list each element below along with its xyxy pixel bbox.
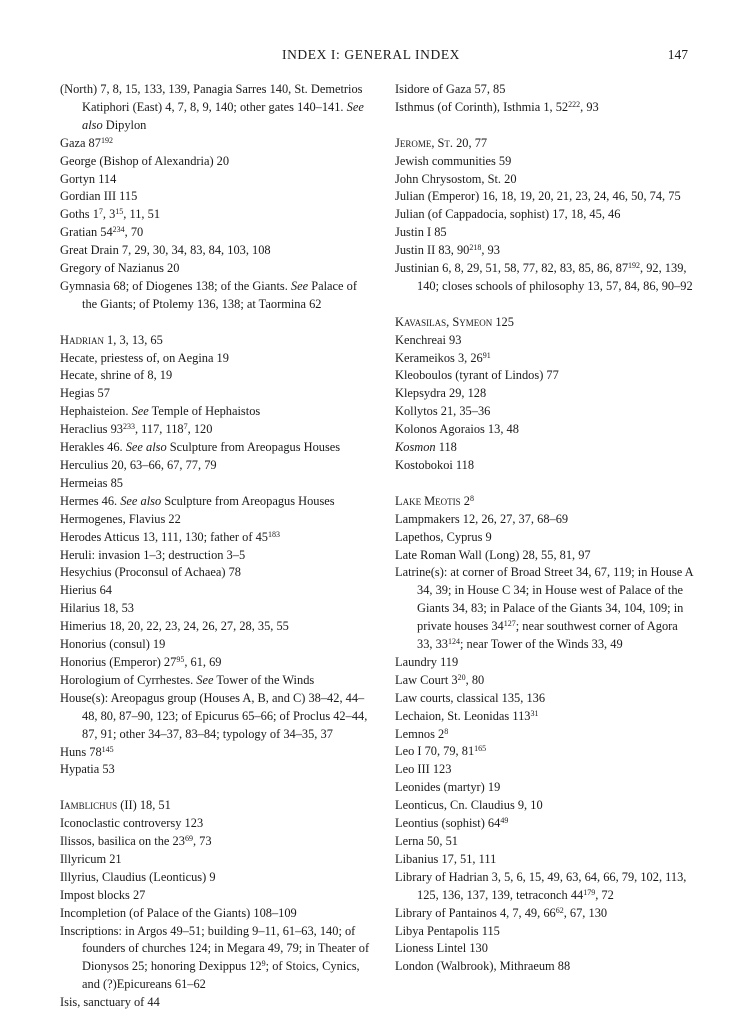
index-entry: Honorius (consul) 19 — [60, 637, 166, 652]
index-entry: Kostobokoi 118 — [395, 458, 475, 472]
index-entry: Kavasilas, Symeon 125 — [395, 314, 514, 329]
index-entry: Leonticus, Cn. Claudius 9, 10 — [395, 798, 543, 813]
index-entry: Jerome, St. 20, 77 — [395, 135, 488, 150]
index-entry: Hypatia 53 — [60, 762, 115, 777]
index-entry: Justin II 83, $90^{218}$, 93 — [395, 243, 500, 258]
index-entry: Lampmakers 12, 26, 27, 37, 68–69 — [395, 511, 569, 526]
index-entry: Latrine(s): at corner of Broad Street 34, 67, 119; in House A 34, 39; in House C 34; in House west of Palace of the Giants 34, 83; in Palace of the Giants 34, 104, 109; in private houses $34^{127}$; near southwest corner of Agora 33, $33^{124}$; near Tower of the Winds 33, 49 — [395, 565, 693, 652]
index-entry: Horologium of Cyrrhestes. See Tower of the Winds — [60, 672, 315, 687]
index-entry: Klepsydra 29, 128 — [395, 386, 487, 401]
index-entry: Justinian 6, 8, 29, 51, 58, 77, 82, 83, 85, 86, $87^{192}$, 92, 139, 140; closes schools of philosophy 13, 57, 84, 86, 90–92 — [395, 261, 693, 293]
index-entry: Hephaisteion. See Temple of Hephaistos — [60, 404, 261, 419]
index-entry: Kenchreai 93 — [395, 332, 462, 347]
index-entry: Lerna 50, 51 — [395, 834, 458, 849]
index-entry: Julian (Emperor) 16, 18, 19, 20, 21, 23, 24, 46, 50, 74, 75 — [395, 189, 681, 204]
section-gap — [60, 314, 370, 332]
index-entry: Lapethos, Cyprus 9 — [395, 529, 492, 544]
index-entry: Law courts, classical 135, 136 — [395, 690, 546, 705]
index-entry: Gortyn 114 — [60, 171, 117, 186]
section-gap — [60, 779, 370, 797]
index-entry: Illyricum 21 — [60, 851, 122, 866]
index-entry: Kollytos 21, 35–36 — [395, 404, 491, 419]
index-entry: Justin I 85 — [395, 225, 447, 240]
index-entry: Herculius 20, 63–66, 67, 77, 79 — [60, 458, 217, 473]
index-entry: Library of Pantainos 4, 7, 49, $66^{62}$, 67, 130 — [395, 905, 608, 920]
index-entry: Heraclius $93^{233}$, 117, $118^7$, 120 — [60, 422, 213, 437]
index-entry: Gordian III 115 — [60, 189, 138, 204]
index-entry: Leo III 123 — [395, 762, 452, 777]
index-entry: Herodes Atticus 13, 111, 130; father of $45^{183}$ — [60, 529, 280, 544]
index-entry: Honorius (Emperor) $27^{95}$, 61, 69 — [60, 654, 222, 669]
index-entry: Impost blocks 27 — [60, 887, 146, 902]
index-entry: Lechaion, St. Leonidas $113^{31}$ — [395, 708, 539, 723]
index-entry: Hesychius (Proconsul of Achaea) 78 — [60, 565, 241, 580]
index-entry: Illyrius, Claudius (Leonticus) 9 — [60, 869, 216, 884]
index-entry: George (Bishop of Alexandria) 20 — [60, 153, 230, 168]
index-entry: Ilissos, basilica on the $23^{69}$, 73 — [60, 834, 212, 849]
right-column — [395, 81, 695, 976]
index-entry: Leontius (sophist) $64^{49}$ — [395, 816, 509, 831]
page-number: 147 — [667, 47, 688, 62]
index-entry: Kolonos Agoraios 13, 48 — [395, 422, 519, 437]
index-entry: Kerameikos 3, $26^{91}$ — [395, 350, 491, 365]
index-entry: Hadrian 1, 3, 13, 65 — [60, 332, 163, 347]
running-head: INDEX I: GENERAL INDEX — [281, 47, 461, 62]
index-entry: Kosmon 118 — [395, 440, 457, 455]
index-entry: Gratian $54^{234}$, 70 — [60, 225, 144, 240]
index-entry: Kleoboulos (tyrant of Lindos) 77 — [395, 368, 559, 383]
index-entry: London (Walbrook), Mithraeum 88 — [395, 959, 571, 974]
index-entry: Iamblichus (II) 18, 51 — [60, 798, 171, 813]
index-entry: Hecate, priestess of, on Aegina 19 — [60, 350, 229, 365]
index-entry: Hermeias 85 — [60, 475, 123, 490]
index-entry: Leonides (martyr) 19 — [395, 780, 501, 795]
index-entry: Herakles 46. See also Sculpture from Areopagus Houses — [60, 440, 341, 455]
index-entry: Iconoclastic controversy 123 — [60, 816, 204, 831]
index-entry: Himerius 18, 20, 22, 23, 24, 26, 27, 28, 35, 55 — [60, 619, 289, 634]
index-entry: Hermes 46. See also Sculpture from Areopagus Houses — [60, 493, 335, 508]
section-gap — [395, 475, 695, 493]
index-entry: Goths $1^7$, $3^{15}$, 11, 51 — [60, 207, 161, 222]
index-entry: Isidore of Gaza 57, 85 — [395, 82, 506, 96]
index-entry: Laundry 119 — [395, 654, 459, 669]
index-entry: Late Roman Wall (Long) 28, 55, 81, 97 — [395, 547, 591, 562]
index-entry: Isis, sanctuary of 44 — [60, 995, 160, 1010]
index-entry: Gregory of Nazianus 20 — [60, 261, 180, 276]
index-entry: Heruli: invasion 1–3; destruction 3–5 — [60, 547, 246, 562]
index-entry: Lioness Lintel 130 — [395, 941, 488, 956]
index-entry: Hecate, shrine of 8, 19 — [60, 368, 173, 383]
section-gap — [395, 117, 695, 135]
left-column — [60, 81, 370, 1012]
index-entry: Gaza $87^{192}$ — [60, 135, 113, 150]
index-entry: Libya Pentapolis 115 — [395, 923, 500, 938]
index-entry: Law Court $3^{20}$, 80 — [395, 672, 485, 687]
index-entry: Leo I 70, 79, $81^{165}$ — [395, 744, 487, 759]
index-entry: Julian (of Cappadocia, sophist) 17, 18, 45, 46 — [395, 207, 621, 222]
index-entry: Hilarius 18, 53 — [60, 601, 134, 616]
index-entry: Isthmus (of Corinth), Isthmia 1, $52^{222}$, 93 — [395, 99, 599, 114]
index-entry: Jewish communities 59 — [395, 153, 512, 168]
index-entry: Lake Meotis $2^8$ — [395, 493, 474, 508]
index-entry: Hegias 57 — [60, 386, 110, 401]
index-entry: Hierius 64 — [60, 583, 112, 598]
index-entry: Inscriptions: in Argos 49–51; building 9–11, 61–63, 140; of founders of churches 124; in Megara 49, 79; in Theater of Dionysos 25; honoring Dexippus $12^9$; of Stoics, Cynics, and (?)Epicureans 61–62 — [60, 923, 370, 992]
index-entry: House(s): Areopagus group (Houses A, B, and C) 38–42, 44–48, 80, 87–90, 123; of Epicurus 65–66; of Proclus 42–44, 87, 91; other 34–37, 83–84; typology of 34–35, 37 — [60, 690, 368, 741]
index-entry: Library of Hadrian 3, 5, 6, 15, 49, 63, 64, 66, 79, 102, 113, 125, 136, 137, 139, tetraconch $44^{179}$, 72 — [395, 869, 687, 902]
index-entry: (North) 7, 8, 15, 133, 139, Panagia Sarres 140, St. Demetrios Katiphori (East) 4, 7, 8, 9, 140; other gates 140–141. See also Dipylon — [60, 82, 364, 132]
index-entry: John Chrysostom, St. 20 — [395, 171, 517, 186]
index-entry: Hermogenes, Flavius 22 — [60, 511, 181, 526]
index-entry: Lemnos $2^8$ — [395, 726, 449, 741]
index-entry: Incompletion (of Palace of the Giants) 108–109 — [60, 905, 297, 920]
index-entry: Gymnasia 68; of Diogenes 138; of the Giants. See Palace of the Giants; of Ptolemy 136, 138; at Taormina 62 — [60, 278, 357, 311]
index-entry: Libanius 17, 51, 111 — [395, 851, 497, 866]
index-entry: Huns $78^{145}$ — [60, 744, 114, 759]
index-entry: Great Drain 7, 29, 30, 34, 83, 84, 103, 108 — [60, 243, 271, 258]
section-gap — [395, 296, 695, 314]
